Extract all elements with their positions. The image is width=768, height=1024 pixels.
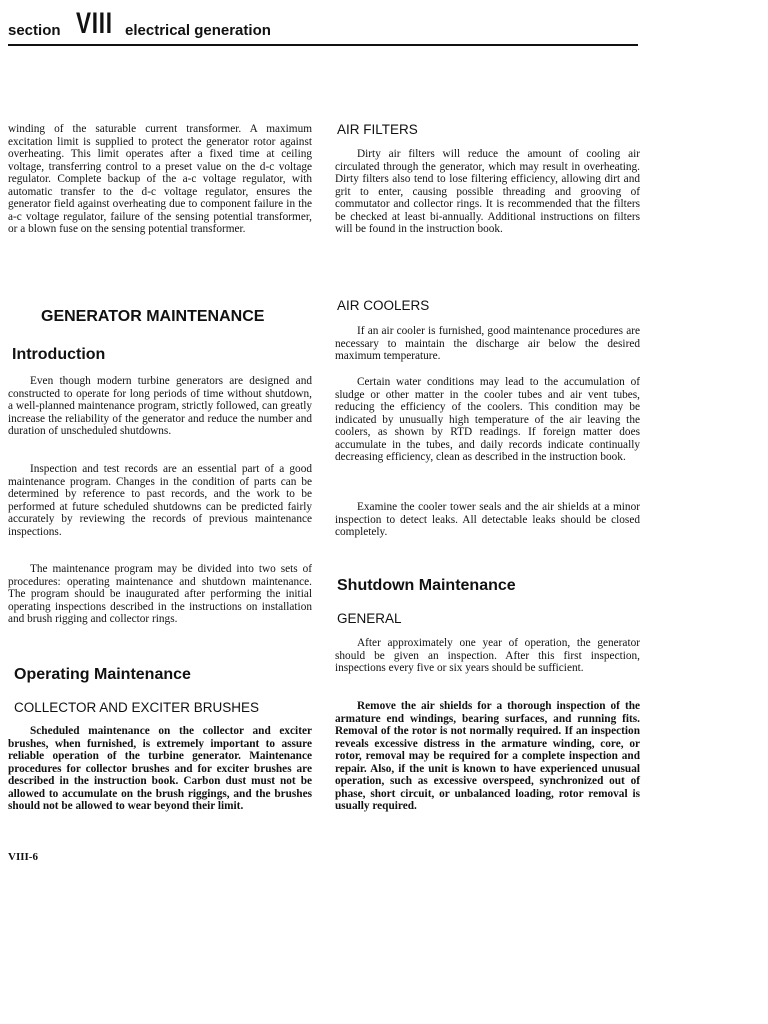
page-number: VIII-6 [8,851,38,863]
air-coolers-paragraph-1: If an air cooler is furnished, good maintenance procedures are necessary to maintain the discharge air below the desired maximum temperature. [335,325,640,363]
brushes-paragraph: Scheduled maintenance on the collector and exciter brushes, when furnished, is extremely important to assure reliable operation of the turbine generator. Maintenance procedures for collector brushes and for exciter brushes are described in the instruction book. Carbon dust must not be allowed to accumulate on the brush riggings, and the brushes should not be allowed to wear beyond their limit. [8,725,312,813]
air-filters-heading: AIR FILTERS [337,122,418,137]
air-filters-paragraph: Dirty air filters will reduce the amount of cooling air circulated through the generator, which may result in overheating. Dirty filters also tend to lose filtering efficiency, allowing dirt and grit to enter, causing possible threading and grooving of commutator and collector rings. It is recommended that the filters be checked at least bi-annually. Additional instructions on filters will be found in the instruction book. [335,148,640,236]
operating-maintenance-heading: Operating Maintenance [14,666,191,683]
air-coolers-paragraph-3: Examine the cooler tower seals and the air shields at a minor inspection to detect leaks. All detectable leaks should be closed completely. [335,501,640,539]
intro-paragraph-3: The maintenance program may be divided into two sets of procedures: operating maintenance and shutdown maintenance. The program should be inaugurated after performing the initial operating inspections described in the instructions on installation and brush rigging and collector rings. [8,563,312,626]
general-heading: GENERAL [337,611,402,626]
intro-paragraph-2: Inspection and test records are an essential part of a good maintenance program. Changes in the condition of parts can be determined by reference to past records, and the work to be performed at future scheduled shutdowns can be predicted fairly accurately by reviewing the records of previous maintenance inspections. [8,463,312,538]
introduction-heading: Introduction [12,346,106,363]
running-header [8,6,638,46]
section-number: VIII [76,7,113,40]
shutdown-maintenance-heading: Shutdown Maintenance [337,577,516,594]
section-title: electrical generation [125,22,271,39]
intro-paragraph-1: Even though modern turbine generators are designed and constructed to operate for long periods of time without shutdown, a well-planned maintenance program, strictly followed, can greatly increase the reliability of the generator and reduce the number and duration of unscheduled shutdowns. [8,375,312,438]
section-label: section [8,22,61,39]
general-paragraph-2: Remove the air shields for a thorough inspection of the armature end windings, bearing surfaces, and running fits. Removal of the rotor is not normally required. If an inspection reveals excessive distress in the armature winding, core, or rotor, removal may be required for a complete inspection and repair. Also, if the unit is known to have experienced unusual operation, such as excessive overspeed, synchronized out of phase, short circuit, or unbalanced loading, rotor removal is usually required. [335,700,640,813]
general-paragraph-1: After approximately one year of operation, the generator should be given an inspection. After this first inspection, inspections every five or six years should be sufficient. [335,637,640,675]
brushes-heading: COLLECTOR AND EXCITER BRUSHES [14,700,260,715]
air-coolers-heading: AIR COOLERS [337,298,430,313]
air-coolers-paragraph-2: Certain water conditions may lead to the accumulation of sludge or other matter in the cooler tubes and air vent tubes, reducing the efficiency of the coolers. This condition may be indicated by unusually high temperature of the air leaving the coolers, as shown by RTD readings. If foreign matter does accumulate in the tubes, and daily records indicate continually decreasing efficiency, clean as described in the instruction book. [335,376,640,464]
continued-paragraph: winding of the saturable current transformer. A maximum excitation limit is supplied to protect the generator rotor against overheating. This limit operates after a fixed time at ceiling voltage, transferring control to a preset value on the d-c voltage regulator. Complete backup of the a-c voltage regulator, with automatic transfer to the d-c voltage regulator, ensures the generator field against overheating due to component failure in the a-c voltage regulator, failure of the sensing potential transformer, or a blown fuse on the sensing potential transformer. [8,123,312,236]
generator-maintenance-heading: GENERATOR MAINTENANCE [41,308,265,325]
